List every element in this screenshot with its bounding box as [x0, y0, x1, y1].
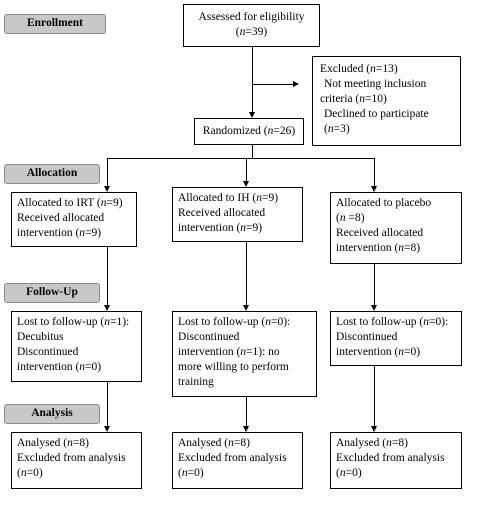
text-line	[17, 466, 136, 481]
n-symbol: n	[339, 467, 346, 479]
excluded-reason-2-line-2	[320, 122, 455, 137]
n-symbol: n	[359, 93, 366, 105]
text: =0):	[428, 316, 449, 328]
text-line	[336, 241, 456, 256]
n-symbol: n	[79, 361, 86, 373]
text: =1): no	[246, 346, 280, 358]
text: =0)	[85, 361, 102, 373]
excluded-reason-2-line-1: Declined to participate	[324, 108, 429, 120]
text: =10)	[365, 93, 387, 105]
arrow-to-excluded	[293, 81, 299, 87]
assessed-box	[183, 4, 320, 47]
text: Lost to follow-up (	[17, 316, 105, 328]
connector-ih-to-analysis	[246, 397, 247, 426]
analysis-box-ih	[172, 432, 303, 489]
arrow-to-allocation-placebo	[371, 186, 377, 192]
n-symbol: n	[240, 222, 247, 234]
arrow-to-analysis-irt	[104, 426, 110, 432]
text: =0)	[26, 467, 43, 479]
text-line	[17, 360, 136, 375]
analysis-box-irt	[11, 432, 142, 489]
text: Analysed (	[178, 437, 229, 449]
connector-allocation-branch	[107, 158, 375, 159]
connector-branch-placebo	[374, 158, 375, 186]
text: =0)	[187, 467, 204, 479]
connector-irt-to-analysis	[107, 382, 108, 426]
text: =8)	[391, 437, 408, 449]
text-line	[178, 315, 311, 330]
assessed-line-1: Assessed for eligibility	[198, 11, 305, 23]
text-line	[17, 315, 136, 330]
text-line	[178, 436, 297, 451]
text-line	[178, 221, 297, 236]
text: intervention (	[178, 346, 241, 358]
text-line	[336, 345, 456, 360]
text-line: Discontinued	[178, 331, 240, 343]
text-line	[17, 226, 131, 241]
text: criteria (	[320, 93, 360, 105]
connector-placebo-to-analysis	[374, 366, 375, 426]
n-symbol: n	[228, 437, 234, 449]
text-line: Allocated to placebo	[336, 197, 432, 209]
arrow-to-allocation-irt	[104, 186, 110, 192]
arrow-to-analysis-placebo	[371, 426, 377, 432]
follow-up-box-placebo	[330, 311, 462, 366]
text: =1):	[109, 316, 130, 328]
text: intervention (	[336, 242, 399, 254]
text: intervention (	[336, 346, 399, 358]
n-symbol: n	[20, 467, 27, 479]
text-line	[336, 436, 456, 451]
text: Lost to follow-up (	[336, 316, 424, 328]
allocation-box-ih	[172, 187, 303, 242]
randomized-box	[194, 118, 304, 145]
text-line: Excluded from analysis	[336, 452, 445, 464]
text: intervention (	[17, 361, 80, 373]
text-line: Received allocated	[336, 227, 424, 239]
text: Randomized (	[202, 125, 268, 137]
text-line: more willing to perform	[178, 361, 289, 373]
connector-to-excluded	[252, 84, 293, 85]
text-line: Discontinued	[336, 331, 398, 343]
text: =26)	[273, 125, 296, 137]
allocation-box-placebo	[330, 192, 462, 264]
n-symbol: n	[239, 26, 246, 38]
text: Excluded (	[320, 63, 371, 75]
text: (	[17, 467, 21, 479]
n-symbol: n	[423, 316, 429, 328]
text: =39)	[245, 26, 268, 38]
text: Analysed (	[17, 437, 68, 449]
n-symbol: n	[327, 123, 334, 135]
connector-irt-to-follow-up	[107, 247, 108, 305]
arrow-to-follow-up-irt	[104, 305, 110, 311]
connector-randomized-down	[252, 145, 253, 159]
connector-assessed-to-randomized	[252, 47, 253, 112]
text: =8)	[345, 212, 365, 224]
n-symbol: n	[339, 212, 346, 224]
stage-label-enrollment: Enrollment	[4, 14, 106, 34]
arrow-to-follow-up-ih	[243, 305, 249, 311]
text-line	[336, 211, 456, 226]
text: =9)	[85, 227, 102, 239]
text: =8)	[404, 242, 421, 254]
text-line: Received allocated	[17, 212, 105, 224]
n-symbol: n	[181, 467, 188, 479]
text-line	[178, 191, 297, 206]
text: =8)	[72, 437, 89, 449]
follow-up-box-irt	[11, 311, 142, 382]
text: =9)	[262, 192, 279, 204]
arrow-to-randomized	[249, 112, 255, 118]
allocation-box-irt	[11, 192, 137, 247]
text-line: Excluded from analysis	[178, 452, 287, 464]
text: Analysed (	[336, 437, 387, 449]
n-symbol: n	[265, 316, 271, 328]
n-symbol: n	[386, 437, 392, 449]
text: (	[336, 467, 340, 479]
text: =13)	[375, 63, 398, 75]
text: =3)	[333, 123, 350, 135]
excluded-box	[312, 56, 461, 146]
n-symbol: n	[104, 316, 110, 328]
text: =9)	[246, 222, 263, 234]
arrow-to-analysis-ih	[243, 426, 249, 432]
n-symbol: n	[398, 242, 405, 254]
text-line: Decubitus	[17, 331, 64, 343]
text: intervention (	[17, 227, 80, 239]
follow-up-box-ih	[172, 311, 317, 397]
text: Allocated to IRT (	[17, 197, 101, 209]
n-symbol: n	[240, 346, 247, 358]
n-symbol: n	[267, 125, 274, 137]
arrow-to-allocation-ih	[243, 181, 249, 187]
text: =8)	[233, 437, 250, 449]
text-line	[336, 315, 456, 330]
text-line	[178, 466, 297, 481]
text: Allocated to IH (	[178, 192, 257, 204]
text-line: training	[178, 376, 214, 388]
connector-branch-irt	[107, 158, 108, 186]
connector-placebo-to-follow-up	[374, 264, 375, 305]
stage-label-allocation: Allocation	[4, 164, 100, 184]
text-line: Discontinued	[17, 346, 79, 358]
n-symbol: n	[398, 346, 405, 358]
n-symbol: n	[256, 192, 262, 204]
text-line	[336, 466, 456, 481]
text-line	[17, 196, 131, 211]
randomized-label	[200, 124, 298, 139]
stage-label-analysis: Analysis	[4, 404, 100, 424]
text-line	[17, 436, 136, 451]
text: intervention (	[178, 222, 241, 234]
analysis-box-placebo	[330, 432, 462, 489]
text: (	[235, 26, 240, 38]
n-symbol: n	[370, 63, 376, 75]
n-symbol: n	[67, 437, 73, 449]
connector-ih-to-follow-up	[246, 242, 247, 305]
excluded-reason-1-line-1: Not meeting inclusion	[324, 78, 427, 90]
n-symbol: n	[79, 227, 86, 239]
text-line	[178, 345, 311, 360]
stage-label-follow-up: Follow-Up	[4, 283, 100, 303]
text: =0)	[404, 346, 421, 358]
text: (	[324, 123, 328, 135]
text: (	[178, 467, 182, 479]
text: =9)	[106, 197, 123, 209]
arrow-to-follow-up-placebo	[371, 305, 377, 311]
text-line: Received allocated	[178, 207, 266, 219]
text: =0):	[270, 316, 291, 328]
connector-branch-ih	[246, 158, 247, 181]
excluded-reason-1-line-2	[320, 92, 455, 107]
n-symbol: n	[100, 197, 107, 209]
text: (	[336, 212, 340, 224]
text: =0)	[345, 467, 362, 479]
text-line: Excluded from analysis	[17, 452, 126, 464]
excluded-title	[320, 62, 455, 77]
text: Lost to follow-up (	[178, 316, 266, 328]
assessed-line-2	[189, 25, 314, 40]
